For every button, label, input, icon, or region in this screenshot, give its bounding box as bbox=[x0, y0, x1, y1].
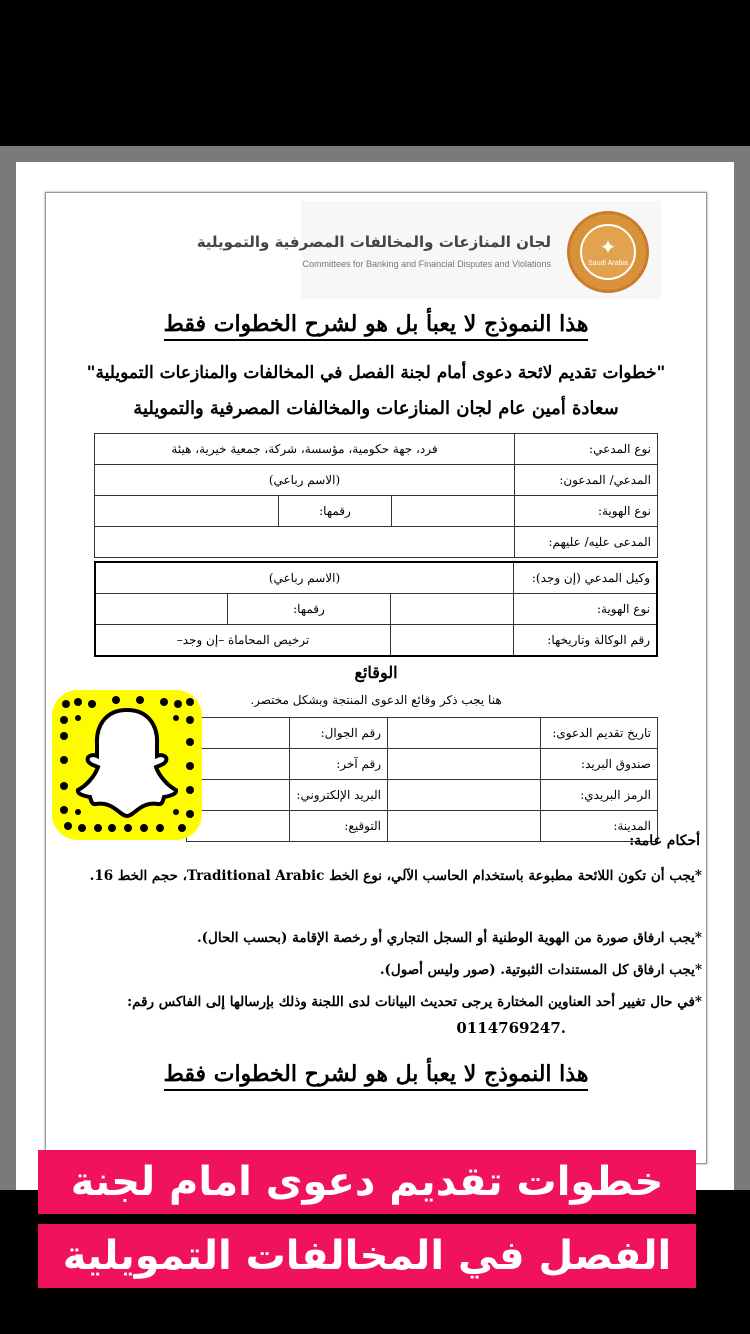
contact-label: رقم الجوال: bbox=[290, 718, 388, 749]
claimant-table bbox=[94, 433, 658, 558]
contact-label: التوقيع: bbox=[290, 811, 388, 842]
committee-english-name: Committees for Banking and Financial Disputes and Violations bbox=[302, 259, 551, 269]
table-row bbox=[95, 594, 657, 625]
seal-emblem-icon bbox=[567, 211, 649, 293]
table-row bbox=[95, 434, 658, 465]
contact-value bbox=[187, 780, 290, 811]
rule-item: *يجب ارفاق كل المستندات الثبوتية. (صور وليس أصول). bbox=[379, 962, 702, 978]
table-row bbox=[187, 811, 658, 842]
caption-banner-line-1: خطوات تقديم دعوى امام لجنة bbox=[38, 1150, 696, 1214]
id-type-value bbox=[392, 496, 515, 527]
table-row bbox=[95, 562, 657, 594]
agent-id-number-value bbox=[95, 594, 228, 625]
table-row bbox=[187, 780, 658, 811]
contact-label: المدينة: bbox=[541, 811, 658, 842]
header-notice: هذا النموذج لا يعبأ بل هو لشرح الخطوات فقط bbox=[46, 311, 706, 337]
agent-id-type-label: نوع الهوية: bbox=[514, 594, 658, 625]
defendant-label: المدعى عليه/ عليهم: bbox=[515, 527, 658, 558]
facts-title: الوقائع bbox=[354, 663, 398, 682]
form-document bbox=[45, 192, 707, 1164]
caption-banner-line-2: الفصل في المخالفات التمويلية bbox=[38, 1224, 696, 1288]
contact-label: صندوق البريد: bbox=[541, 749, 658, 780]
lawyer-license-label: ترخيص المحاماة –إن وجد– bbox=[95, 625, 391, 657]
table-row bbox=[95, 625, 657, 657]
agent-id-type-value bbox=[391, 594, 514, 625]
contact-value bbox=[187, 718, 290, 749]
contact-value bbox=[388, 780, 541, 811]
plaintiff-type-label: نوع المدعي: bbox=[515, 434, 658, 465]
contact-value bbox=[388, 749, 541, 780]
footer-notice: هذا النموذج لا يعبأ بل هو لشرح الخطوات فقط bbox=[46, 1061, 706, 1087]
facts-note: هنا يجب ذكر وقائع الدعوى المنتجة وبشكل مختصر. bbox=[250, 693, 502, 707]
table-row bbox=[95, 465, 658, 496]
defendant-value bbox=[95, 527, 515, 558]
snapcode[interactable] bbox=[52, 690, 202, 840]
plaintiff-value: (الاسم رباعي) bbox=[95, 465, 515, 496]
contact-label: تاريخ تقديم الدعوى: bbox=[541, 718, 658, 749]
contact-value bbox=[187, 811, 290, 842]
snapchat-ghost-icon bbox=[74, 704, 180, 822]
committee-arabic-name: لجان المنازعات والمخالفات المصرفية والتمويلية bbox=[196, 233, 551, 251]
poa-label: رقم الوكالة وتاريخها: bbox=[514, 625, 658, 657]
contact-label: رقم آخر: bbox=[290, 749, 388, 780]
table-row bbox=[95, 496, 658, 527]
contact-table bbox=[186, 717, 658, 842]
agent-table bbox=[94, 561, 658, 657]
contact-value bbox=[388, 718, 541, 749]
rule-item: *في حال تغيير أحد العناوين المختارة يرجى تحديث البيانات لدى اللجنة وذلك بإرسالها إلى الفاكس رقم: bbox=[127, 994, 702, 1010]
top-black-bar bbox=[0, 0, 750, 146]
id-number-label: رقمها: bbox=[279, 496, 392, 527]
table-row bbox=[95, 527, 658, 558]
contact-label: الرمز البريدي: bbox=[541, 780, 658, 811]
rule-item: *يجب ارفاق صورة من الهوية الوطنية أو السجل التجاري أو رخصة الإقامة (بحسب الحال). bbox=[196, 930, 702, 946]
agent-id-number-label: رقمها: bbox=[228, 594, 391, 625]
plaintiff-type-value: فرد، جهة حكومية، مؤسسة، شركة، جمعية خيرية، هيئة bbox=[95, 434, 515, 465]
general-rules-title: أحكام عامة: bbox=[629, 833, 700, 849]
id-type-label: نوع الهوية: bbox=[515, 496, 658, 527]
contact-value bbox=[187, 749, 290, 780]
plaintiff-label: المدعي/ المدعون: bbox=[515, 465, 658, 496]
agent-value: (الاسم رباعي) bbox=[95, 562, 514, 594]
contact-label: البريد الإلكتروني: bbox=[290, 780, 388, 811]
palm-swords-icon: ✦ bbox=[599, 235, 617, 259]
contact-value bbox=[388, 811, 541, 842]
seal-caption: Saudi Arabia bbox=[588, 260, 628, 267]
agent-label: وكيل المدعي (إن وجد): bbox=[514, 562, 658, 594]
form-subtitle: "خطوات تقديم لائحة دعوى أمام لجنة الفصل في المخالفات والمنازعات التمويلية" bbox=[86, 363, 666, 383]
table-row bbox=[187, 718, 658, 749]
committee-logo bbox=[196, 201, 661, 299]
rule-item: *يجب أن تكون اللائحة مطبوعة باستخدام الحاسب الآلي، نوع الخط Traditional Arabic، حجم الخط 16. bbox=[89, 868, 702, 884]
poa-value bbox=[391, 625, 514, 657]
id-number-value bbox=[95, 496, 279, 527]
addressee-line: سعادة أمين عام لجان المنازعات والمخالفات المصرفية والتمويلية bbox=[133, 398, 619, 419]
fax-number: 0114769247. bbox=[456, 1019, 566, 1037]
table-row bbox=[187, 749, 658, 780]
